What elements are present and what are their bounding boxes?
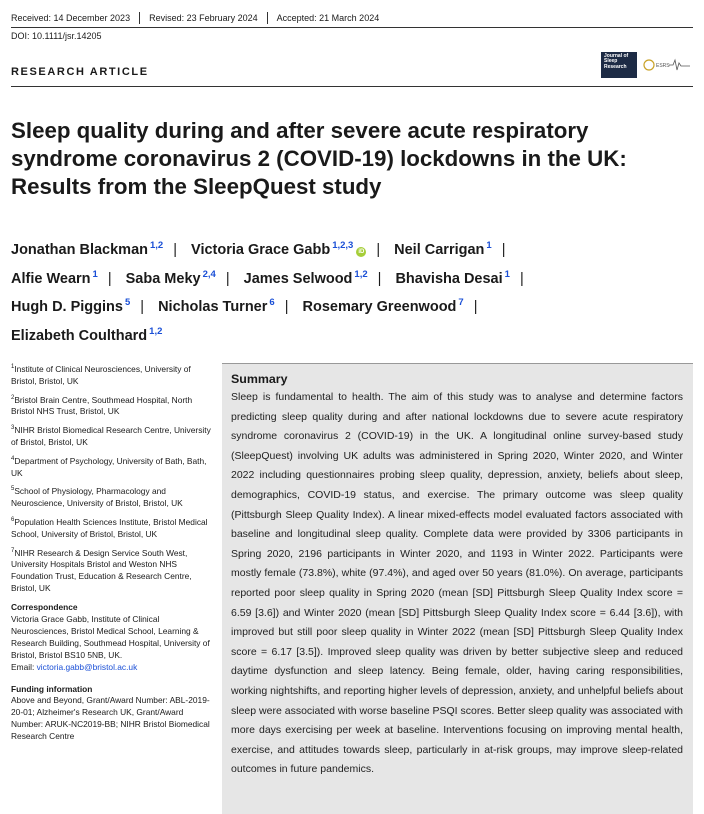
author-name[interactable]: Hugh D. Piggins $^5$ bbox=[11, 297, 131, 315]
author-name[interactable]: Bhavisha Desai $^1$ bbox=[395, 268, 510, 287]
affiliations-sidebar bbox=[11, 362, 211, 743]
affiliation-superscript[interactable]: 1 bbox=[486, 240, 492, 251]
author-separator: | bbox=[501, 242, 506, 258]
affiliation-superscript[interactable]: 1,2 bbox=[150, 240, 164, 251]
accepted-date: Accepted: 21 March 2024 bbox=[276, 13, 380, 23]
author-separator: | bbox=[107, 270, 112, 287]
author-name[interactable]: Elizabeth Coulthard $^{1,2}$ bbox=[11, 325, 163, 344]
affiliation-superscript[interactable]: 5 bbox=[124, 297, 131, 308]
summary-box bbox=[222, 363, 693, 814]
summary-heading: Summary bbox=[231, 372, 288, 386]
divider bbox=[267, 12, 268, 24]
article-dates bbox=[11, 12, 379, 24]
affiliation: $^7$NIHR Research & Design Service South West, University Hospitals Bristol and Weston NHS Foundation Trust, Education & Research Centre, Bristol, UK bbox=[11, 547, 192, 594]
correspondence-heading: Correspondence bbox=[11, 602, 78, 613]
affiliation: $^6$Population Health Sciences Institute, Bristol Medical School, University of Bristol, Bristol, UK bbox=[11, 516, 208, 539]
journal-logo: Journal of Sleep Research bbox=[601, 52, 637, 78]
author-name[interactable]: Neil Carrigan $^1$ bbox=[394, 240, 492, 258]
author-name[interactable]: Nicholas Turner $^6$ bbox=[158, 297, 275, 315]
article-type-rule bbox=[11, 86, 693, 87]
author-name[interactable]: Saba Meky $^{2,4}$ bbox=[125, 268, 216, 287]
funding-heading: Funding information bbox=[11, 683, 93, 694]
author-separator: | bbox=[519, 270, 524, 287]
affiliation: $^3$NIHR Bristol Biomedical Research Centre, University of Bristol, Bristol, UK bbox=[11, 425, 211, 447]
author-separator: | bbox=[376, 242, 381, 258]
affiliation-superscript[interactable]: 1,2 bbox=[149, 325, 163, 337]
affiliation-superscript[interactable]: 6 bbox=[269, 297, 275, 308]
author-name[interactable]: Victoria Grace Gabb $^{1,2,3}$iD bbox=[191, 240, 365, 258]
author-separator: | bbox=[284, 299, 289, 315]
affiliation: $^4$Department of Psychology, University of Bath, Bath, UK bbox=[11, 455, 207, 478]
divider bbox=[139, 12, 140, 24]
affiliation-superscript[interactable]: 1,2,3 bbox=[332, 240, 354, 251]
author-separator: | bbox=[173, 242, 177, 258]
affiliation: $^1$Institute of Clinical Neurosciences, University of Bristol, Bristol, UK bbox=[11, 363, 191, 386]
author-separator: | bbox=[225, 270, 230, 287]
society-logo bbox=[642, 54, 692, 76]
header-rule bbox=[11, 27, 693, 28]
received-date: Received: 14 December 2023 bbox=[11, 13, 131, 23]
svg-text:ESRS: ESRS bbox=[656, 63, 670, 69]
affiliation-superscript[interactable]: 1,2 bbox=[354, 268, 368, 280]
affiliation-superscript[interactable]: 1 bbox=[504, 268, 510, 280]
doi: DOI: 10.1111/jsr.14205 bbox=[11, 31, 102, 41]
author-name[interactable]: James Selwood $^{1,2}$ bbox=[243, 268, 368, 287]
email-link[interactable]: victoria.gabb@bristol.ac.uk bbox=[36, 661, 138, 672]
correspondence-text: Victoria Grace Gabb, Institute of Clinical Neurosciences, Bristol Medical School, Learning & Research Building, Southmead Hospital, University of Bristol, Bristol BS10 5NB, UK. Email: victoria.gabb@bristol.ac.uk bbox=[11, 613, 210, 672]
paper-title: Sleep quality during and after severe acute respiratory syndrome coronavirus 2 (COVID-19) lockdowns in the UK: Results from the SleepQuest study bbox=[11, 118, 627, 199]
article-type: RESEARCH ARTICLE bbox=[11, 66, 149, 78]
author-separator: | bbox=[377, 270, 382, 287]
author-list bbox=[11, 234, 611, 348]
funding-text: Above and Beyond, Grant/Award Number: ABL-2019-20-01; Alzheimer's Research UK, Grant/Award Number: ARUK-NC2019-BB; NIHR Bristol Biomedical Research Centre bbox=[11, 695, 210, 742]
author-name[interactable]: Jonathan Blackman $^{1,2}$ bbox=[11, 240, 164, 258]
author-name[interactable]: Rosemary Greenwood $^7$ bbox=[302, 297, 464, 315]
orcid-icon[interactable]: iD bbox=[358, 249, 365, 255]
affiliation: $^2$Bristol Brain Centre, Southmead Hospital, North Bristol NHS Trust, Bristol, UK bbox=[11, 394, 193, 417]
revised-date: Revised: 23 February 2024 bbox=[149, 13, 258, 23]
author-separator: | bbox=[140, 299, 145, 315]
affiliation-superscript[interactable]: 1 bbox=[92, 268, 98, 280]
author-name[interactable]: Alfie Wearn $^1$ bbox=[11, 268, 98, 287]
summary-text: Sleep is fundamental to health. The aim of this study was to analyse and determine factors predicting sleep quality during and after national lockdowns due to severe acute respiratory syndrome coronavirus 2 (COVID-19) in the UK. A longitudinal online survey-based study (SleepQuest) involving UK adults was administered in Spring 2020, Winter 2020, and Winter 2022 including questionnaires probing sleep quality, depression, anxiety, beliefs about sleep, demographics, COVID-19 status, and exercise. The primary outcome was sleep quality (Pittsburgh Sleep Quality Index). A linear mixed-effects model evaluated factors associated with baseline and longitudinal sleep quality. Complete data were provided by 3306 participants in Spring 2020, 2196 participants in Winter 2020, and 1193 in Winter 2022. Participants were mostly female (73.8%), white (97.4%), and aged over 50 years (81.0%). On average, participants reported poor sleep quality in Spring 2020 (mean [SD] Pittsburgh Sleep Quality Index score = 6.59 [3.6]) and Winter 2020 (mean [SD] Pittsburgh Sleep Quality Index score = 6.44 [3.6]), with improved but still poor sleep quality in Winter 2022 (mean [SD] Pittsburgh Sleep Quality Index score = 6.17 [3.5]). Improved sleep quality was driven by better subjective sleep and reduced daytime dysfunction and sleep latency. Being female, older, having caring responsibilities, working nightshifts, and reporting higher levels of depression, anxiety, and unhelpful beliefs about sleep were associated with worse baseline PSQI scores. Better sleep quality was associated with more days exercising per week at baseline. Interventions focusing on improving mental health, exercise, and attitudes towards sleep, particularly in at-risk groups, may improve sleep-related outcomes in future pandemics. bbox=[231, 391, 683, 776]
affiliation-superscript[interactable]: 7 bbox=[458, 297, 464, 308]
affiliation: $^5$School of Physiology, Pharmacology and Neuroscience, University of Bristol, Bristol, UK bbox=[11, 486, 183, 509]
affiliation-superscript[interactable]: 2,4 bbox=[202, 268, 216, 280]
author-separator: | bbox=[473, 299, 478, 315]
